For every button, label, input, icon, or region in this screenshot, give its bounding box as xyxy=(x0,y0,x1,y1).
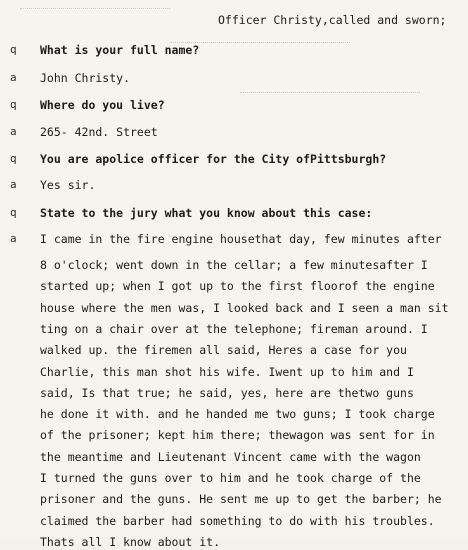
testimony-text: he done it with. and he handed me two guns; I took charge xyxy=(40,407,435,421)
testimony-line xyxy=(0,427,468,443)
bleed-through-texture xyxy=(20,8,170,19)
qa-line xyxy=(0,70,468,86)
testimony-line xyxy=(0,321,468,337)
testimony-text: the meantime and Lieutenant Vincent came with the wagon xyxy=(40,450,421,464)
answer-marker: a xyxy=(10,178,17,191)
testimony-text: Thats all I know about it. xyxy=(40,535,221,549)
testimony-line xyxy=(0,470,468,486)
question-marker: q xyxy=(10,206,17,219)
answer-text: Yes sir. xyxy=(40,178,96,192)
testimony-line xyxy=(0,491,468,507)
testimony-line xyxy=(0,534,468,550)
answer-marker: a xyxy=(10,125,17,138)
qa-line xyxy=(0,42,468,58)
qa-line xyxy=(0,205,468,221)
testimony-line xyxy=(0,278,468,294)
testimony-line xyxy=(0,406,468,422)
testimony-text: claimed the barber had something to do with his troubles. xyxy=(40,514,435,528)
question-text: Where do you live? xyxy=(40,98,165,112)
testimony-text: walked up. the firemen all said, Heres a case for you xyxy=(40,343,407,357)
testimony-text: started up; when I got up to the first floorof the engine xyxy=(40,279,435,293)
testimony-text: Charlie, this man shot his wife. Iwent up to him and I xyxy=(40,365,414,379)
testimony-text: house where the men was, I looked back and I seen a man sit xyxy=(40,301,449,315)
testimony-text: 8 o'clock; went down in the cellar; a few minutesafter I xyxy=(40,258,428,272)
answer-text: I came in the fire engine housethat day, few minutes after xyxy=(40,232,442,246)
witness-header: Officer Christy,called and sworn; xyxy=(218,13,447,27)
question-marker: q xyxy=(10,152,17,165)
question-text: What is your full name? xyxy=(40,43,200,57)
testimony-text: prisoner and the guns. He sent me up to get the barber; he xyxy=(40,492,442,506)
qa-line xyxy=(0,97,468,113)
testimony-line xyxy=(0,364,468,380)
testimony-line xyxy=(0,513,468,529)
testimony-line xyxy=(0,257,468,273)
answer-text: 265- 42nd. Street xyxy=(40,125,158,139)
testimony-line xyxy=(0,300,468,316)
testimony-text: ting on a chair over at the telephone; fireman around. I xyxy=(40,322,428,336)
question-text: State to the jury what you know about this case: xyxy=(40,206,373,220)
answer-marker: a xyxy=(10,232,17,245)
testimony-line xyxy=(0,449,468,465)
answer-text: John Christy. xyxy=(40,71,131,85)
answer-marker: a xyxy=(10,71,17,84)
question-marker: q xyxy=(10,43,17,56)
question-marker: q xyxy=(10,98,17,111)
testimony-text: I turned the guns over to him and he took charge of the xyxy=(40,471,421,485)
qa-line xyxy=(0,124,468,140)
question-text: You are apolice officer for the City ofPittsburgh? xyxy=(40,152,387,166)
testimony-line xyxy=(0,342,468,358)
testimony-text: of the prisoner; kept him there; thewagon was sent for in xyxy=(40,428,435,442)
qa-line xyxy=(0,231,468,247)
qa-line xyxy=(0,177,468,193)
testimony-text: said, Is that true; he said, yes, here are thetwo guns xyxy=(40,386,414,400)
qa-line xyxy=(0,151,468,167)
testimony-line xyxy=(0,385,468,401)
